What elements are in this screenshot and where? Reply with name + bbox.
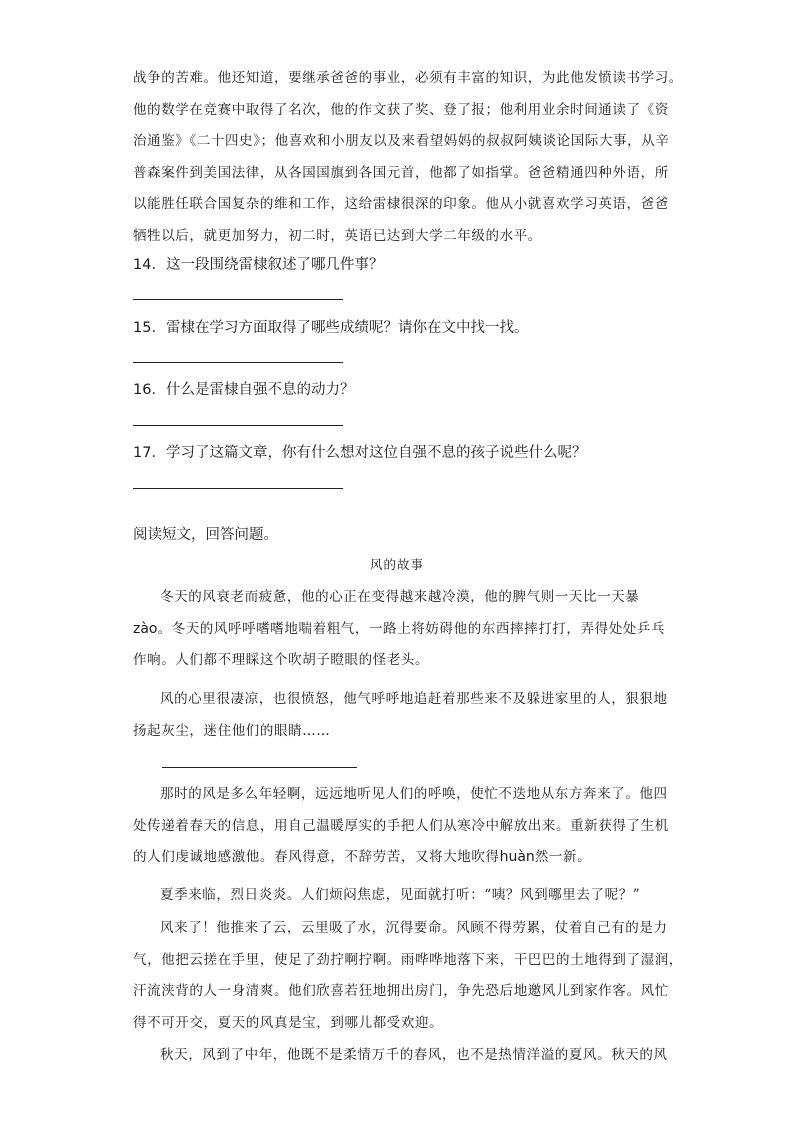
passage-line: 牺牲以后，就更加努力，初二时，英语已达到大学二年级的水平。 [133, 227, 542, 244]
story-line: 气，他把云搓在手里，使足了劲拧啊拧啊。雨哗哗地落下来，干巴巴的土地得到了湿润， [133, 951, 683, 968]
passage-line: 普森案件到美国法律，从各国国旗到各国元首，他都了如指掌。爸爸精通四种外语，所 [133, 164, 669, 181]
pinyin-annotation: huàn [499, 849, 535, 865]
answer-blank-15[interactable] [133, 362, 343, 363]
story-line: 作响。人们都不理睬这个吹胡子瞪眼的怪老头。 [133, 652, 430, 668]
story-line: 那时的风是多么年轻啊，远远地听见人们的呼唤，使忙不迭地从东方奔来了。他四 [160, 786, 668, 802]
reading-instruction: 阅读短文，回答问题。 [133, 527, 278, 543]
question-14: 14．这一段围绕雷棣叙述了哪几件事？ [133, 257, 384, 273]
question-17: 17．学习了这篇文章，你有什么想对这位自强不息的孩子说些什么呢？ [133, 445, 587, 461]
pinyin-annotation: zào [133, 620, 158, 637]
story-paragraph-5 [133, 913, 683, 1039]
answer-blank-story[interactable] [162, 767, 357, 768]
story-title: 风的故事 [369, 557, 424, 572]
passage-paragraph [133, 63, 683, 252]
story-line [133, 614, 666, 646]
question-16: 16．什么是雷棣自强不息的动力？ [133, 382, 355, 398]
passage-line: 他的数学在竞赛中取得了名次，他的作文获了奖、登了报；他利用业余时间通读了《资 [133, 101, 669, 118]
answer-blank-14[interactable] [133, 299, 343, 300]
story-paragraph-1 [133, 582, 666, 677]
story-line: 汗流浃背的人一身清爽。他们欣喜若狂地拥出房门，争先恐后地邀风儿到家作客。风忙 [133, 983, 669, 999]
story-line-text: 然一新。 [534, 849, 592, 865]
question-15: 15．雷棣在学习方面取得了哪些成绩呢？请你在文中找一找。 [133, 320, 529, 336]
story-line: 冬天的风衰老而疲惫，他的心正在变得越来越冷漠，他的脾气则一天比一天暴 [160, 589, 640, 605]
story-paragraph-3 [133, 779, 669, 874]
story-line: 得不可开交，夏天的风真是宝，到哪儿都受欢迎。 [133, 1014, 444, 1031]
story-paragraph-6 [133, 1040, 668, 1072]
story-line: 处传递着春天的信息，用自己温暖厚实的手把人们从寒冷中解放出来。重新获得了生机 [133, 817, 669, 834]
passage-line: 以能胜任联合国复杂的维和工作，这给雷棣很深的印象。他从小就喜欢学习英语，爸爸 [133, 196, 669, 212]
answer-blank-16[interactable] [133, 425, 343, 426]
passage-line: 战争的苦难。他还知道，要继承爸爸的事业，必须有丰富的知识，为此他发愤读书学习。 [133, 70, 683, 86]
passage-line: 治通鉴》《二十四史》；他喜欢和小朋友以及来看望妈妈的叔叔阿姨谈论国际大事，从辛 [133, 133, 670, 149]
story-paragraph-4 [133, 880, 663, 912]
story-line-text: 的人们虔诚地感激他。春风得意，不辞劳苦，又将大地吹得 [133, 849, 500, 865]
story-paragraph-2 [133, 684, 668, 747]
story-line: 秋天，风到了中年，他既不是柔情万千的春风，也不是热情洋溢的夏风。秋天的风 [160, 1047, 668, 1063]
story-line: 风的心里很凄凉，也很愤怒，他气呼呼地追赶着那些来不及躲进家里的人，狠狠地 [160, 691, 668, 707]
story-line [133, 842, 663, 874]
answer-blank-17[interactable] [133, 488, 343, 489]
story-line: 扬起灰尘，迷住他们的眼睛…… [133, 722, 331, 739]
story-line: 夏季来临，烈日炎炎。人们烦闷焦虑，见面就打听：“咦？风到哪里去了呢？” [160, 887, 641, 903]
story-line-text: 。冬天的风呼呼嗜嗜地喘着粗气，一路上将妨碍他的东西摔摔打打，弄得处处乒乓 [157, 620, 666, 637]
story-line: 风来了！他推来了云，云里吸了水，沉得要命。风顾不得劳累，仗着自己有的是力 [160, 920, 668, 936]
